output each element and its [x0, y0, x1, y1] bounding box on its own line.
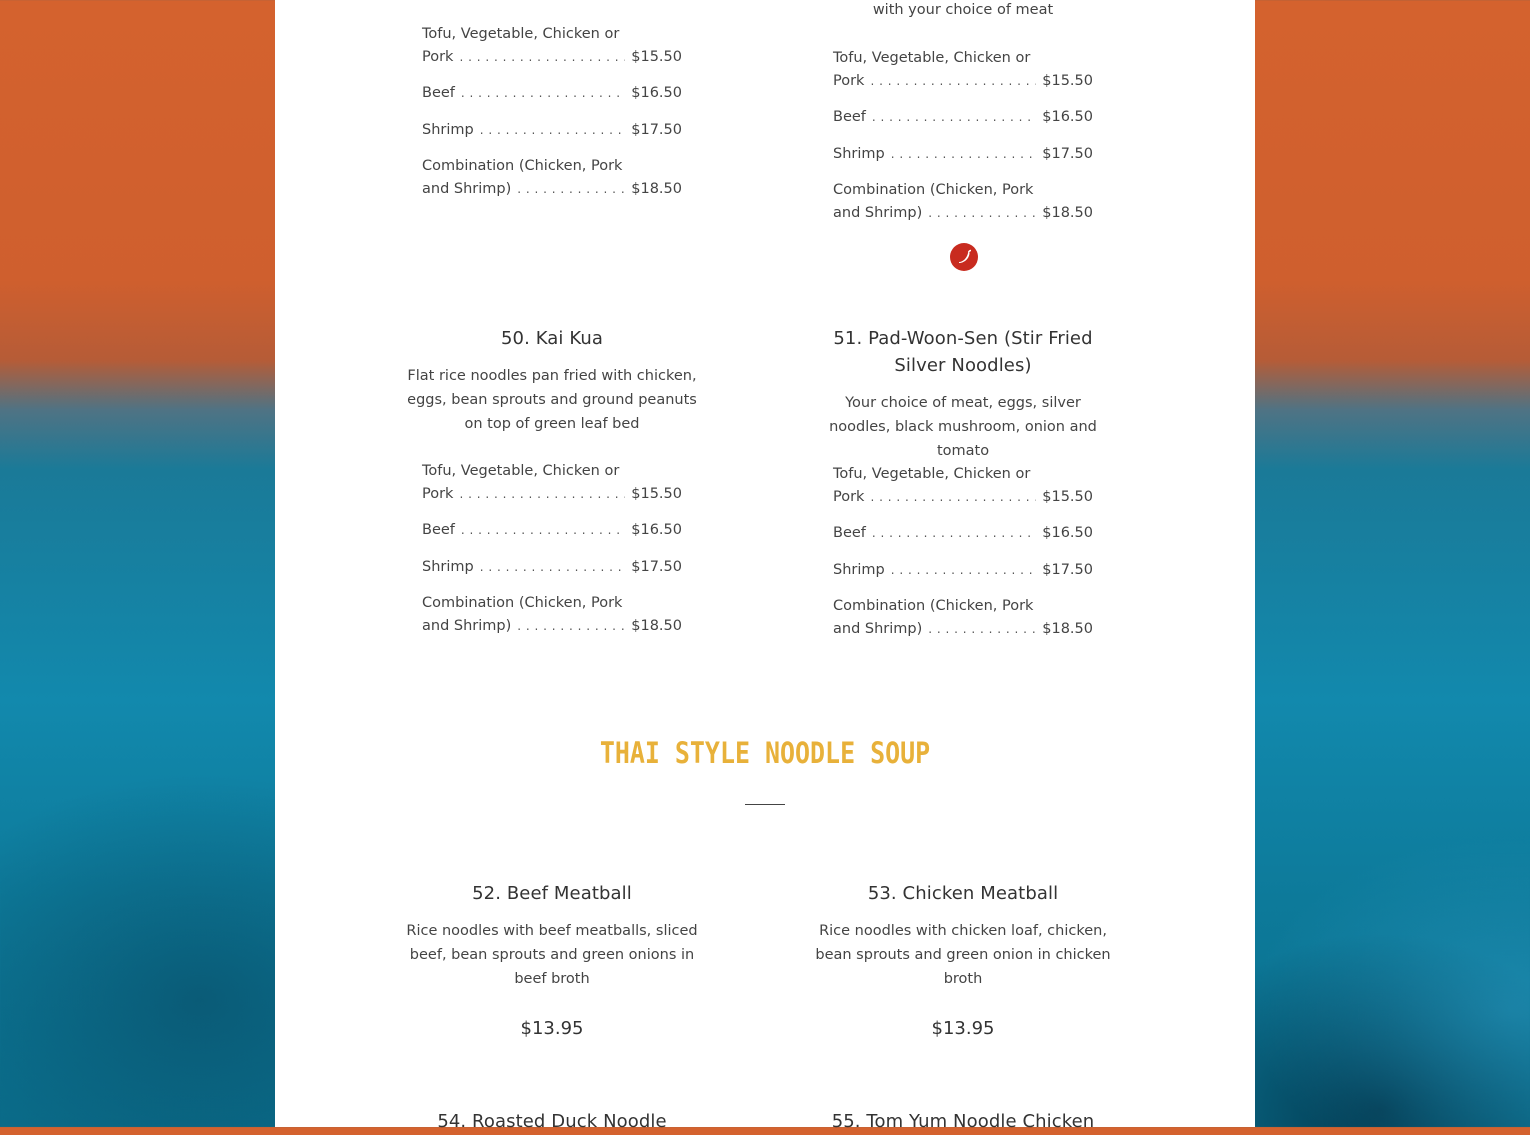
item-title: 55. Tom Yum Noodle Chicken [831, 1111, 1095, 1132]
price-label: Beef [833, 525, 866, 541]
price-label: Shrimp [833, 562, 885, 578]
price-label: Combination (Chicken, Pork [833, 182, 1034, 198]
leader-dots [872, 522, 1036, 545]
leader-dots [517, 615, 625, 638]
leader-dots [459, 483, 625, 506]
leader-dots [870, 70, 1036, 93]
price-row [833, 595, 1093, 641]
item-title: 52. Beef Meatball [472, 883, 632, 904]
leader-dots [891, 143, 1037, 166]
leader-dots [480, 119, 626, 142]
leader-dots [870, 486, 1036, 509]
leader-dots [461, 519, 625, 542]
price-label: Combination (Chicken, Pork [422, 158, 623, 174]
price-label: and Shrimp) [422, 618, 512, 634]
price-label: and Shrimp) [833, 621, 923, 637]
price-label: Tofu, Vegetable, Chicken or [833, 466, 1031, 482]
price-value: $17.50 [631, 122, 682, 138]
section-divider [745, 804, 785, 805]
chili-pepper-icon [950, 243, 978, 271]
item-title: 53. Chicken Meatball [867, 883, 1059, 904]
price-label: Combination (Chicken, Pork [422, 595, 623, 611]
price-row [422, 460, 682, 506]
price-row [422, 155, 682, 201]
price-label: Shrimp [422, 559, 474, 575]
item-title: 50. Kai Kua [500, 328, 604, 349]
item-price: $13.95 [931, 1018, 995, 1039]
leader-dots [872, 106, 1036, 129]
item-description: Rice noodles with beef meatballs, sliced beef, bean sprouts and green onions in beef broth [406, 923, 698, 987]
price-value: $18.50 [631, 181, 682, 197]
price-label: Beef [833, 109, 866, 125]
price-value: $17.50 [1042, 562, 1093, 578]
leader-dots [459, 46, 625, 69]
leader-dots [928, 618, 1036, 641]
price-value: $16.50 [631, 522, 682, 538]
price-label: Shrimp [422, 122, 474, 138]
price-row [422, 82, 682, 105]
item-description: Rice noodles with chicken loaf, chicken, bean sprouts and green onion in chicken broth [815, 923, 1111, 987]
price-value: $17.50 [1042, 146, 1093, 162]
price-label: and Shrimp) [833, 205, 923, 221]
price-value: $15.50 [1042, 489, 1093, 505]
price-value: $17.50 [631, 559, 682, 575]
leader-dots [461, 82, 625, 105]
price-label: Beef [422, 522, 455, 538]
price-row [422, 519, 682, 542]
price-value: $18.50 [1042, 205, 1093, 221]
price-row [833, 179, 1093, 225]
price-value: $15.50 [1042, 73, 1093, 89]
price-label: Tofu, Vegetable, Chicken or [422, 26, 620, 42]
price-label: Combination (Chicken, Pork [833, 598, 1034, 614]
price-value: $16.50 [1042, 109, 1093, 125]
price-value: $16.50 [1042, 525, 1093, 541]
price-label: and Shrimp) [422, 181, 512, 197]
price-row [422, 119, 682, 142]
price-row [833, 106, 1093, 129]
leader-dots [517, 178, 625, 201]
price-label: Pork [833, 73, 865, 89]
price-value: $18.50 [631, 618, 682, 634]
price-label: Pork [422, 49, 454, 65]
item-description: Your choice of meat, eggs, silver noodles, black mushroom, onion and tomato [829, 395, 1097, 459]
price-label: Shrimp [833, 146, 885, 162]
price-label: Beef [422, 85, 455, 101]
price-value: $18.50 [1042, 621, 1093, 637]
price-row [833, 559, 1093, 582]
price-value: $15.50 [631, 486, 682, 502]
price-row [833, 47, 1093, 93]
price-label: Tofu, Vegetable, Chicken or [833, 50, 1031, 66]
price-value: $15.50 [631, 49, 682, 65]
price-row [833, 143, 1093, 166]
price-row [833, 522, 1093, 545]
item-description: with your choice of meat [872, 2, 1054, 18]
price-row [422, 23, 682, 69]
price-label: Pork [422, 486, 454, 502]
price-row [422, 556, 682, 579]
price-row [422, 592, 682, 638]
leader-dots [480, 556, 626, 579]
item-title: 51. Pad-Woon-Sen (Stir Fried Silver Noodles) [833, 328, 1093, 376]
price-row [833, 463, 1093, 509]
item-description: Flat rice noodles pan fried with chicken, eggs, bean sprouts and ground peanuts on top of green leaf bed [407, 368, 697, 432]
item-title: 54. Roasted Duck Noodle [437, 1111, 667, 1132]
price-label: Pork [833, 489, 865, 505]
item-price: $13.95 [520, 1018, 584, 1039]
price-label: Tofu, Vegetable, Chicken or [422, 463, 620, 479]
price-value: $16.50 [631, 85, 682, 101]
leader-dots [891, 559, 1037, 582]
leader-dots [928, 202, 1036, 225]
section-title: THAI STYLE NOODLE SOUP [599, 736, 931, 770]
